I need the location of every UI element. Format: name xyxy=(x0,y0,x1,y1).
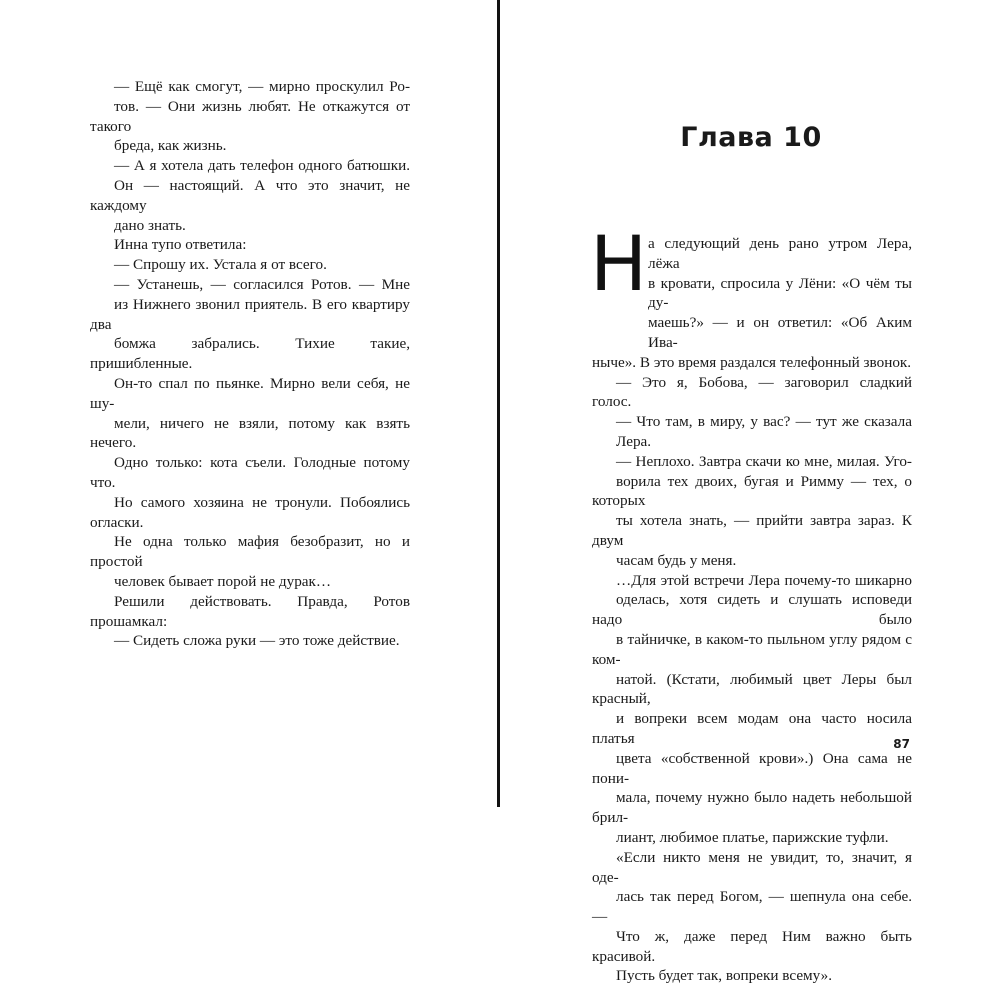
text-line: а следующий день рано утром Лера, лёжа xyxy=(648,235,912,272)
chapter-title: Глава 10 xyxy=(680,122,822,153)
text-line: — Устанешь, — согласился Ротов. — Мне xyxy=(114,275,410,293)
text-line: Что ж, даже перед Ним важно быть красивой. xyxy=(592,927,912,965)
paragraph xyxy=(90,275,410,592)
text-line: часам будь у меня. xyxy=(616,551,737,569)
text-line: оделась, хотя сидеть и слушать исповеди надо было xyxy=(592,591,912,629)
text-line: мала, почему нужно было надеть небольшой брил- xyxy=(592,789,912,827)
right-paragraphs xyxy=(592,373,912,986)
paragraph xyxy=(592,571,912,848)
first-paragraph-opening xyxy=(590,219,912,353)
text-line: тов. — Они жизнь любят. Не откажутся от такого xyxy=(90,97,410,135)
text-line: в тайничке, в каком-то пыльном углу рядом с ком- xyxy=(592,630,912,668)
text-line: ныче». В это время раздался телефонный звонок. xyxy=(592,353,912,371)
text-line: дано знать. xyxy=(114,216,186,234)
text-line: — Ещё как смогут, — мирно проскулил Ро- xyxy=(114,78,410,95)
paragraph xyxy=(90,592,410,632)
text-line: и вопреки всем модам она часто носила платья xyxy=(592,710,912,747)
text-line: маешь?» — и он ответил: «Об Аким Ива- xyxy=(648,314,912,351)
paragraph xyxy=(592,452,912,571)
text-line: Лера. xyxy=(616,432,652,450)
text-line: Пусть будет так, вопреки всему». xyxy=(616,967,833,985)
paragraph xyxy=(592,373,912,413)
left-page xyxy=(0,0,498,807)
text-line: — Спрошу их. Устала я от всего. xyxy=(114,256,327,274)
text-line: ты хотела знать, — прийти завтра зараз. К двум xyxy=(592,512,912,549)
text-line: цвета «собственной крови».) Она сама не пони- xyxy=(592,749,912,787)
text-line: бомжа забрались. Тихие такие, пришибленные. xyxy=(90,335,410,373)
book-spine-divider xyxy=(497,0,500,807)
text-line: — Что там, в миру, у вас? — тут же сказала xyxy=(616,413,912,431)
text-line: лась так перед Богом, — шепнула она себе. — xyxy=(592,888,912,926)
paragraph xyxy=(90,77,410,156)
text-line: человек бывает порой не дурак… xyxy=(114,572,332,590)
text-line: — Неплохо. Завтра скачи ко мне, милая. Уго- xyxy=(616,452,912,470)
paragraph xyxy=(90,156,410,235)
right-page-text xyxy=(590,219,912,986)
paragraph xyxy=(90,235,410,255)
paragraph xyxy=(90,255,410,275)
text-line: ворила тех двоих, бугая и Римму — тех, о которых xyxy=(592,472,912,510)
text-line: Не одна только мафия безобразит, но и простой xyxy=(90,533,410,571)
paragraph xyxy=(592,412,912,452)
text-line: «Если никто меня не увидит, то, значит, я оде- xyxy=(592,848,912,886)
left-page-text xyxy=(90,77,410,651)
paragraph xyxy=(90,631,410,651)
text-line: Он — настоящий. А что это значит, не каждому xyxy=(90,176,410,214)
text-line: натой. (Кстати, любимый цвет Леры был красный, xyxy=(592,670,912,708)
dropcap-letter: Н xyxy=(590,219,648,308)
page-number: 87 xyxy=(893,737,910,751)
text-line: Одно только: кота съели. Голодные потому что. xyxy=(90,454,410,491)
text-line: Решили действовать. Правда, Ротов прошамкал: xyxy=(90,592,410,630)
text-line: Инна тупо ответила: xyxy=(114,236,247,254)
text-line: лиант, любимое платье, парижские туфли. xyxy=(616,828,889,846)
text-line: …Для этой встречи Лера почему-то шикарно xyxy=(616,571,912,589)
text-line: из Нижнего звонил приятель. В его квартиру два xyxy=(90,295,410,333)
text-line: Но самого хозяина не тронули. Побоялись огласки. xyxy=(90,493,410,531)
text-line: в кровати, спросила у Лёни: «О чём ты ду- xyxy=(648,274,912,312)
paragraph xyxy=(592,848,912,986)
text-line: — Сидеть сложа руки — это тоже действие. xyxy=(114,632,400,650)
text-line: Он-то спал по пьянке. Мирно вели себя, не шу- xyxy=(90,374,410,412)
text-line: — Это я, Бобова, — заговорил сладкий голос. xyxy=(592,373,912,411)
text-line: — А я хотела дать телефон одного батюшки. xyxy=(114,157,410,175)
first-paragraph-tail xyxy=(592,353,912,373)
text-line: мели, ничего не взяли, потому как взять нечего. xyxy=(90,414,410,452)
right-page xyxy=(502,0,1000,985)
text-line: бреда, как жизнь. xyxy=(114,137,227,155)
